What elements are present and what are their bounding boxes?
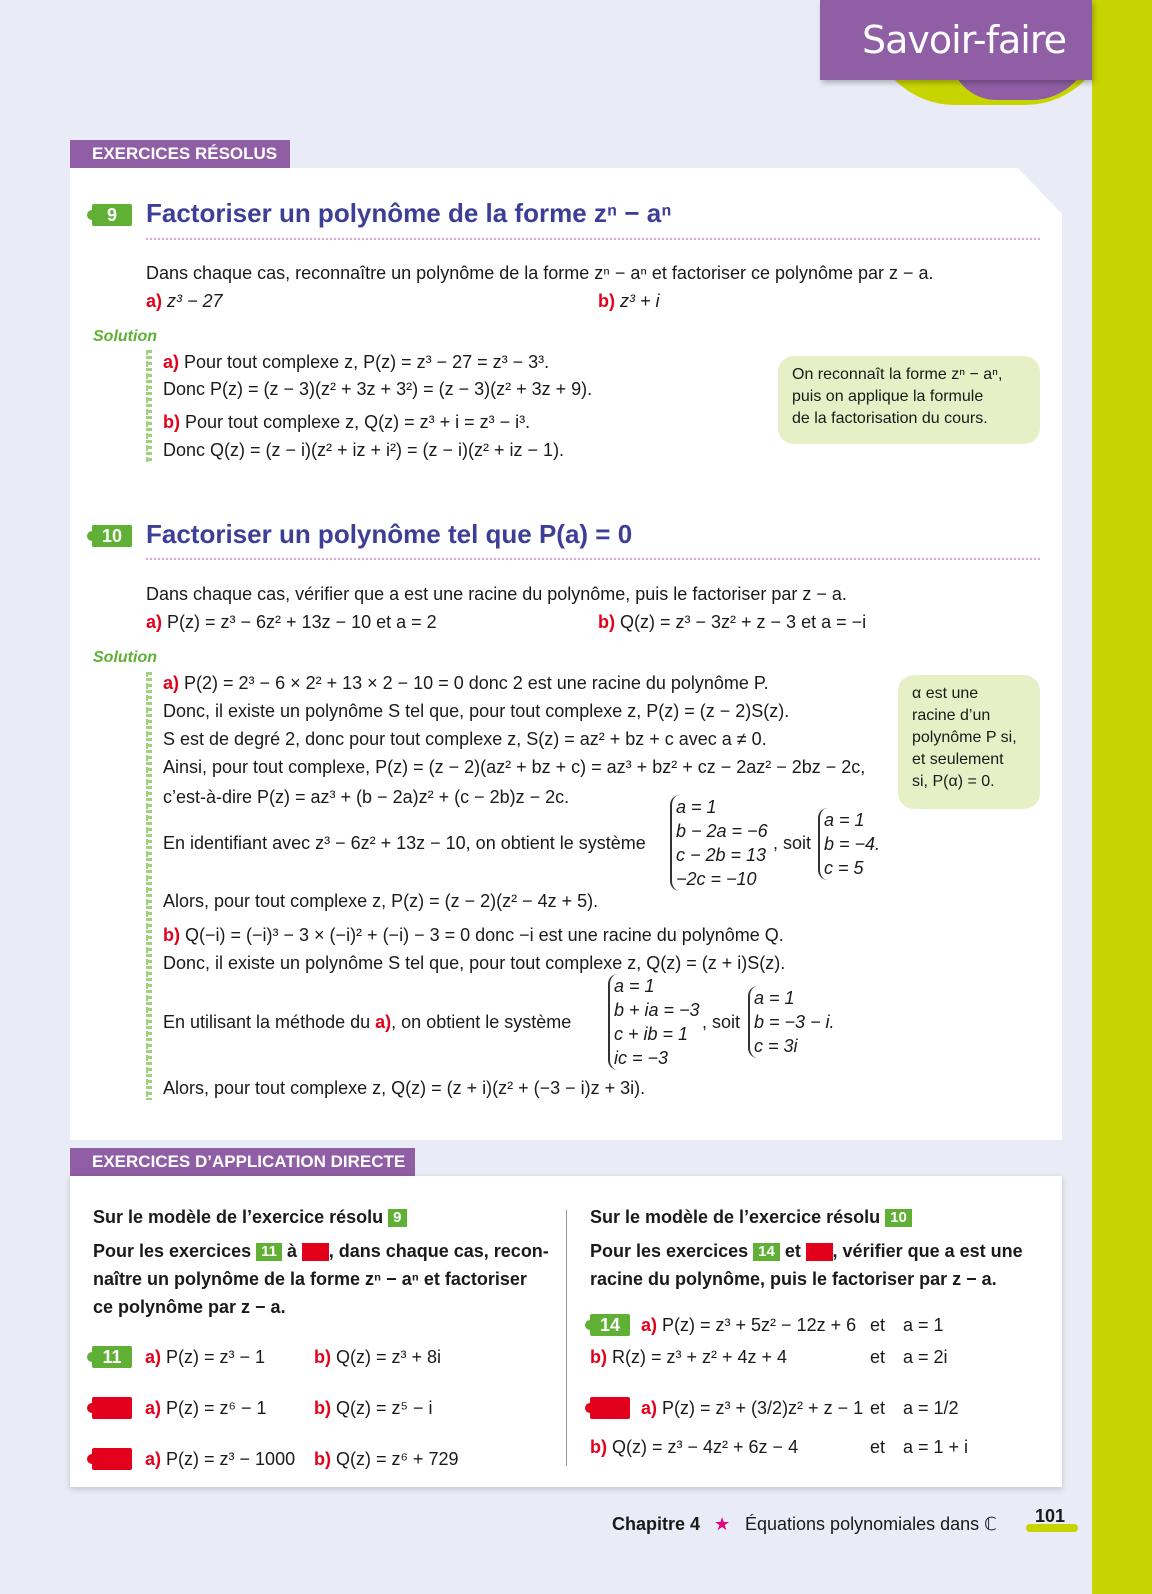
note-line: puis on applique la formule [792,388,984,405]
label: b) [598,291,615,311]
solution-margin-line [146,672,152,1100]
solution-line: S est de degré 2, donc pour tout complexe z, S(z) = az² + bz + c avec a ≠ 0. [163,729,767,749]
label: b) [590,1437,607,1457]
question-b [590,1346,787,1368]
ref-badge: 10 [885,1209,912,1227]
section-tab-label: Savoir-faire [862,18,1066,62]
note-line: polynôme P si, [912,729,1017,746]
equation: c − 2b = 13 [676,845,767,865]
question-a [146,290,223,312]
expr: z³ − 27 [167,291,223,311]
ref-badge: 14 [753,1243,780,1261]
solution-line [163,924,784,946]
equation: c = 5 [824,858,864,878]
exercise-badge: 10 [92,525,132,547]
equation: −2c = −10 [676,869,757,889]
solution-line: c’est-à-dire P(z) = az³ + (b − 2a)z² + (c − 2b)z − 2c. [163,787,570,807]
star-icon: ★ [714,1514,731,1534]
question-a [145,1346,265,1368]
question-a [145,1397,266,1419]
solution-line [163,351,549,373]
left-instruction: ce polynôme par z − a. [93,1297,286,1317]
equation: b − 2a = −6 [676,821,768,841]
label: b) [590,1347,607,1367]
exercise-statement: Dans chaque cas, reconnaître un polynôme de la forme zⁿ − aⁿ et factoriser ce polynôme par z − a. [146,263,934,283]
exercise-badge: 14 [590,1314,630,1336]
solution-line [163,411,530,433]
footer-title: Équations polynomiales dans ℂ [745,1514,997,1534]
root-value: a = 1 [903,1315,944,1335]
label: a) [641,1398,658,1418]
exercise-badge: 13 [92,1448,132,1470]
label: b) [314,1398,331,1418]
equation: c + ib = 1 [614,1024,689,1044]
label: a) [145,1398,162,1418]
text: Donc P(z) = (z − 3)(z² + 3z + 3²) = (z − 3)(z² + 3z + 9). [163,379,593,399]
solution-line [163,439,564,461]
label: b) [314,1449,331,1469]
tip-note [778,356,1040,444]
exercise-badge: 11 [92,1346,132,1368]
et: et [870,1315,886,1335]
label: a) [163,673,180,693]
question-b [314,1448,458,1470]
exercise-badge: 12 [92,1397,132,1419]
note-line: α est une [912,685,979,702]
note-line: si, P(α) = 0. [912,773,995,790]
label: a) [146,291,163,311]
text: Pour les exercices [93,1241,252,1261]
expr: Q(z) = z⁵ − i [336,1398,433,1418]
equation: b = −3 − i. [754,1012,835,1032]
equation-system [670,795,768,891]
equation: a = 1 [676,797,717,817]
question-a [641,1397,863,1419]
direct-section-label: EXERCICES D’APPLICATION DIRECTE [70,1148,415,1176]
solution-line: Donc, il existe un polynôme S tel que, pour tout complexe z, Q(z) = (z + i)S(z). [163,953,786,973]
label: a) [145,1347,162,1367]
label: b) [314,1347,331,1367]
note-line: On reconnaît la forme zⁿ − aⁿ, [792,366,1003,383]
label: a) [641,1315,658,1335]
equation-system-result [748,986,835,1058]
text: Pour tout complexe z, P(z) = z³ − 27 = z³ − 3³. [184,352,550,372]
text: En utilisant la méthode du [163,1012,371,1032]
solution-label: Solution [93,649,157,666]
label: b) [163,412,180,432]
question-a [641,1314,856,1336]
label: a) [145,1449,162,1469]
equation: c = 3i [754,1036,798,1056]
label: b) [598,612,615,632]
solution-line: Donc, il existe un polynôme S tel que, pour tout complexe z, P(z) = (z − 2)S(z). [163,701,790,721]
expr: Q(z) = z³ − 3z² + z − 3 et a = −i [620,612,867,632]
exercise-badge: 9 [92,204,132,226]
exercise-statement: Dans chaque cas, vérifier que a est une racine du polynôme, puis le factoriser par z − a. [146,584,847,604]
footer-chapter: Chapitre 4 [612,1514,701,1534]
soit-text: , soit [773,833,812,853]
question-b [598,611,866,633]
root-value: a = 2i [903,1347,948,1367]
note-line: racine d’un [912,707,991,724]
equation: a = 1 [614,976,655,996]
solution-margin-line [146,350,152,462]
label: a) [146,612,163,632]
system-intro [163,1011,571,1033]
left-instruction: naître un polynôme de la forme zⁿ − aⁿ et factoriser [93,1269,527,1289]
expr: P(z) = z⁶ − 1 [166,1398,267,1418]
section-tab [820,0,1092,80]
exercise-title: Factoriser un polynôme tel que P(a) = 0 [146,519,633,549]
note-line: et seulement [912,751,1004,768]
equation-system [608,974,700,1070]
root-value: a = 1/2 [903,1398,959,1418]
et: et [870,1347,886,1367]
text: Sur le modèle de l’exercice résolu [590,1207,881,1227]
et: et [870,1437,886,1457]
text: Q(−i) = (−i)³ − 3 × (−i)² + (−i) − 3 = 0 donc −i est une racine du polynôme Q. [185,925,784,945]
text: Sur le modèle de l’exercice résolu [93,1207,384,1227]
resolved-section-label: EXERCICES RÉSOLUS [70,140,290,168]
text: , on obtient le système [391,1012,572,1032]
column-divider [566,1210,567,1466]
equation: ic = −3 [614,1048,669,1068]
right-instruction: racine du polynôme, puis le factoriser par z − a. [590,1269,997,1289]
question-b [314,1397,433,1419]
exercise-title: Factoriser un polynôme de la forme zⁿ − aⁿ [146,198,672,228]
side-color-bar [1092,0,1152,1594]
exercise-badge: 15 [590,1397,630,1419]
equation-system-result [818,808,880,880]
text: Donc Q(z) = (z − i)(z² + iz + i²) = (z − i)(z² + iz − 1). [163,440,565,460]
expr: P(z) = z³ + (3/2)z² + z − 1 [662,1398,864,1418]
page-number: 101 [1035,1506,1066,1526]
question-b [314,1346,441,1368]
solution-label: Solution [93,328,157,345]
soit-text: , soit [702,1012,741,1032]
note-line: de la factorisation du cours. [792,410,988,427]
divider [146,238,1040,240]
text: Pour les exercices [590,1241,749,1261]
expr: Q(z) = z³ + 8i [336,1347,442,1367]
left-instruction [93,1240,549,1262]
expr: P(z) = z³ − 1 [166,1347,266,1367]
solution-line: Alors, pour tout complexe z, P(z) = (z − 2)(z² − 4z + 5). [163,891,599,911]
text: Pour tout complexe z, Q(z) = z³ + i = z³ − i³. [185,412,531,432]
expr: Q(z) = z³ − 4z² + 6z − 4 [612,1437,799,1457]
right-heading [590,1206,912,1228]
equation: a = 1 [754,988,795,1008]
question-a [146,611,437,633]
expr: z³ + i [620,291,660,311]
solution-line [163,672,769,694]
label: a) [163,352,180,372]
solution-line: Ainsi, pour tout complexe, P(z) = (z − 2)(az² + bz + c) = az³ + bz² + cz − 2az² − 2bz − 2c, [163,757,866,777]
text: à [287,1241,298,1261]
left-heading [93,1206,407,1228]
solution-line [163,378,592,400]
expr: Q(z) = z⁶ + 729 [336,1449,459,1469]
expr: P(z) = z³ − 1000 [166,1449,296,1469]
ref: a) [375,1012,392,1032]
ref-badge: 13 [302,1243,329,1261]
label: b) [163,925,180,945]
equation: b = −4. [824,834,881,854]
resolved-card [70,168,1062,1140]
expr: P(z) = z³ − 6z² + 13z − 10 et a = 2 [167,612,437,632]
text: , dans chaque cas, recon- [328,1241,549,1261]
equation: a = 1 [824,810,865,830]
solution-line: Alors, pour tout complexe z, Q(z) = (z + i)(z² + (−3 − i)z + 3i). [163,1078,646,1098]
right-instruction [590,1240,1023,1262]
text: , vérifier que a est une [832,1241,1023,1261]
question-b [598,290,660,312]
ref-badge: 9 [388,1209,406,1227]
expr: P(z) = z³ + 5z² − 12z + 6 [662,1315,857,1335]
text: P(2) = 2³ − 6 × 2² + 13 × 2 − 10 = 0 donc 2 est une racine du polynôme P. [184,673,769,693]
text: et [784,1241,801,1261]
divider [146,558,1040,560]
equation: b + ia = −3 [614,1000,700,1020]
question-a [145,1448,295,1470]
question-b [590,1436,798,1458]
ref-badge: 15 [806,1243,833,1261]
system-intro: En identifiant avec z³ − 6z² + 13z − 10, on obtient le système [163,833,646,853]
tip-note [898,675,1040,809]
root-value: a = 1 + i [903,1437,969,1457]
ref-badge: 11 [256,1243,282,1261]
expr: R(z) = z³ + z² + 4z + 4 [612,1347,788,1367]
et: et [870,1398,886,1418]
